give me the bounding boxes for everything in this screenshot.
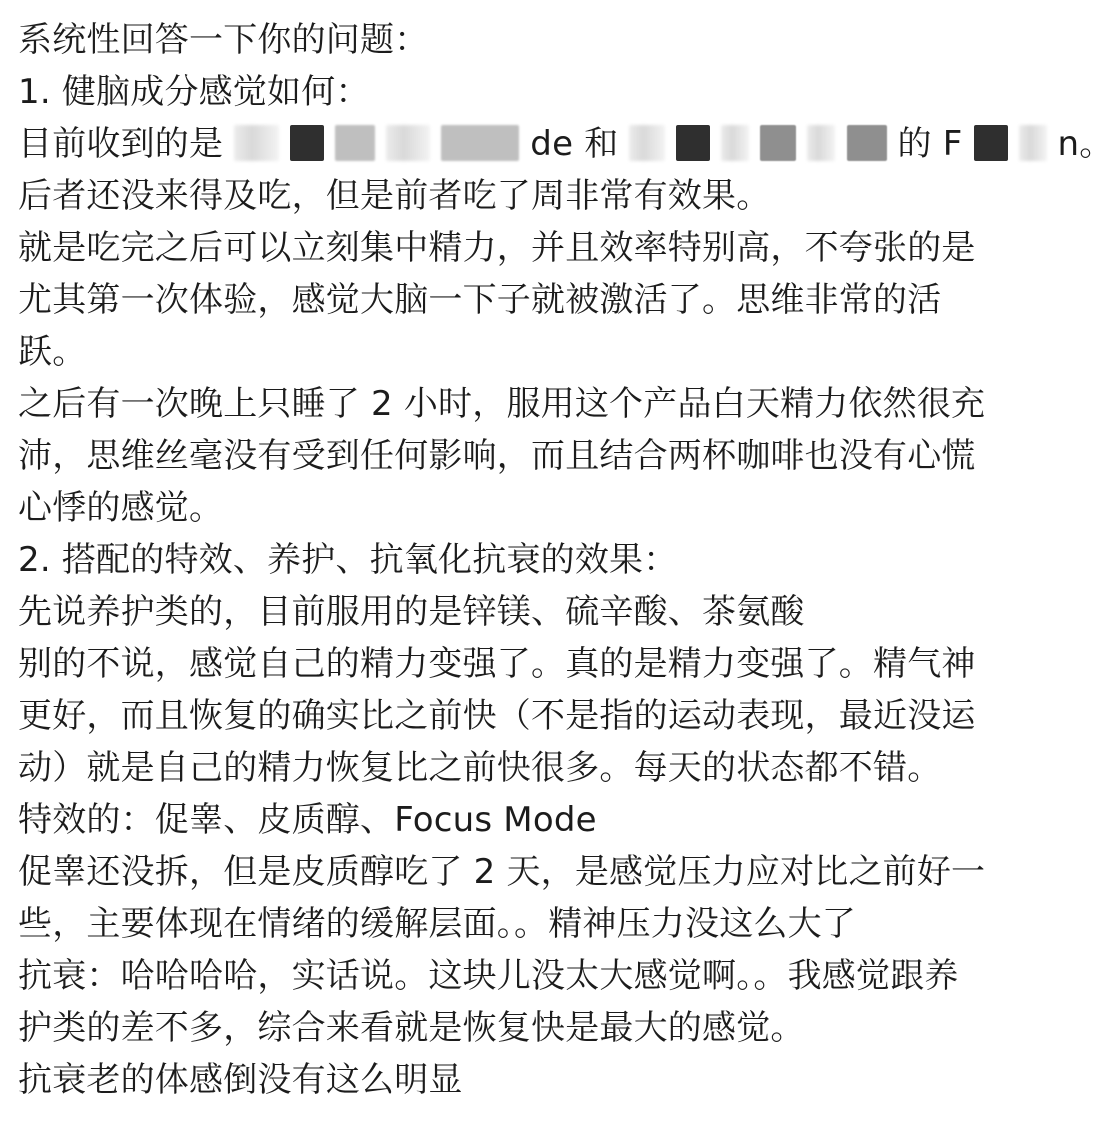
partial-product-name-b: 的 F (897, 124, 963, 164)
line-cortisol-effect: 促睾还没拆，但是皮质醇吃了 2 天，是感觉压力应对比之前好一 (18, 852, 986, 892)
redaction-block (335, 125, 375, 161)
line-intro: 系统性回答一下你的问题： (18, 20, 429, 60)
redaction-block (234, 125, 279, 161)
line-received-end: n。 (1057, 124, 1113, 164)
line-received-start: 目前收到的是 (18, 124, 224, 164)
line-second-not-tried: 后者还没来得及吃，但是前者吃了周非常有效果。 (18, 176, 771, 216)
line-first-experience: 尤其第一次体验，感觉大脑一下子就被激活了。思维非常的活 (18, 280, 942, 320)
line-section-2-heading: 2. 搭配的特效、养护、抗氧化抗衰的效果： (18, 540, 678, 580)
line-daily-state: 动）就是自己的精力恢复比之前快很多。每天的状态都不错。 (18, 748, 942, 788)
line-heart-feeling: 心悸的感觉。 (18, 488, 224, 528)
redaction-block (974, 125, 1008, 161)
redaction-block (290, 125, 324, 161)
line-maintenance-products: 先说养护类的，目前服用的是锌镁、硫辛酸、茶氨酸 (18, 592, 805, 632)
redaction-block (1019, 125, 1047, 161)
redaction-block (760, 125, 796, 161)
line-overall-feeling: 护类的差不多，综合来看就是恢复快是最大的感觉。 (18, 1008, 805, 1048)
line-coffee-story: 沛，思维丝毫没有受到任何影响，而且结合两杯咖啡也没有心慌 (18, 436, 976, 476)
line-special-products: 特效的：促睾、皮质醇、Focus Mode (18, 800, 597, 840)
redaction-block (629, 125, 665, 161)
line-antiaging-comment: 抗衰：哈哈哈哈，实话说。这块儿没太大感觉啊。。我感觉跟养 (18, 956, 959, 996)
redaction-block (807, 125, 835, 161)
line-antiaging-conclusion: 抗衰老的体感倒没有这么明显 (18, 1060, 463, 1100)
message-text (18, 14, 1113, 1106)
line-received-products (18, 118, 1113, 170)
line-active-end: 跃。 (18, 332, 87, 372)
line-emotion-relief: 些，主要体现在情绪的缓解层面。。精神压力没这么大了 (18, 904, 856, 944)
redaction-block (847, 125, 887, 161)
redaction-block (441, 125, 519, 161)
partial-product-name-a: de 和 (530, 124, 619, 164)
line-sleep-story: 之后有一次晚上只睡了 2 小时，服用这个产品白天精力依然很充 (18, 384, 986, 424)
redaction-block (386, 125, 430, 161)
redaction-block (721, 125, 749, 161)
line-recovery-faster: 更好，而且恢复的确实比之前快（不是指的运动表现，最近没运 (18, 696, 976, 736)
line-focus-effect: 就是吃完之后可以立刻集中精力，并且效率特别高，不夸张的是 (18, 228, 976, 268)
redaction-block (676, 125, 710, 161)
line-energy-stronger: 别的不说，感觉自己的精力变强了。真的是精力变强了。精气神 (18, 644, 976, 684)
line-section-1-heading: 1. 健脑成分感觉如何： (18, 72, 370, 112)
